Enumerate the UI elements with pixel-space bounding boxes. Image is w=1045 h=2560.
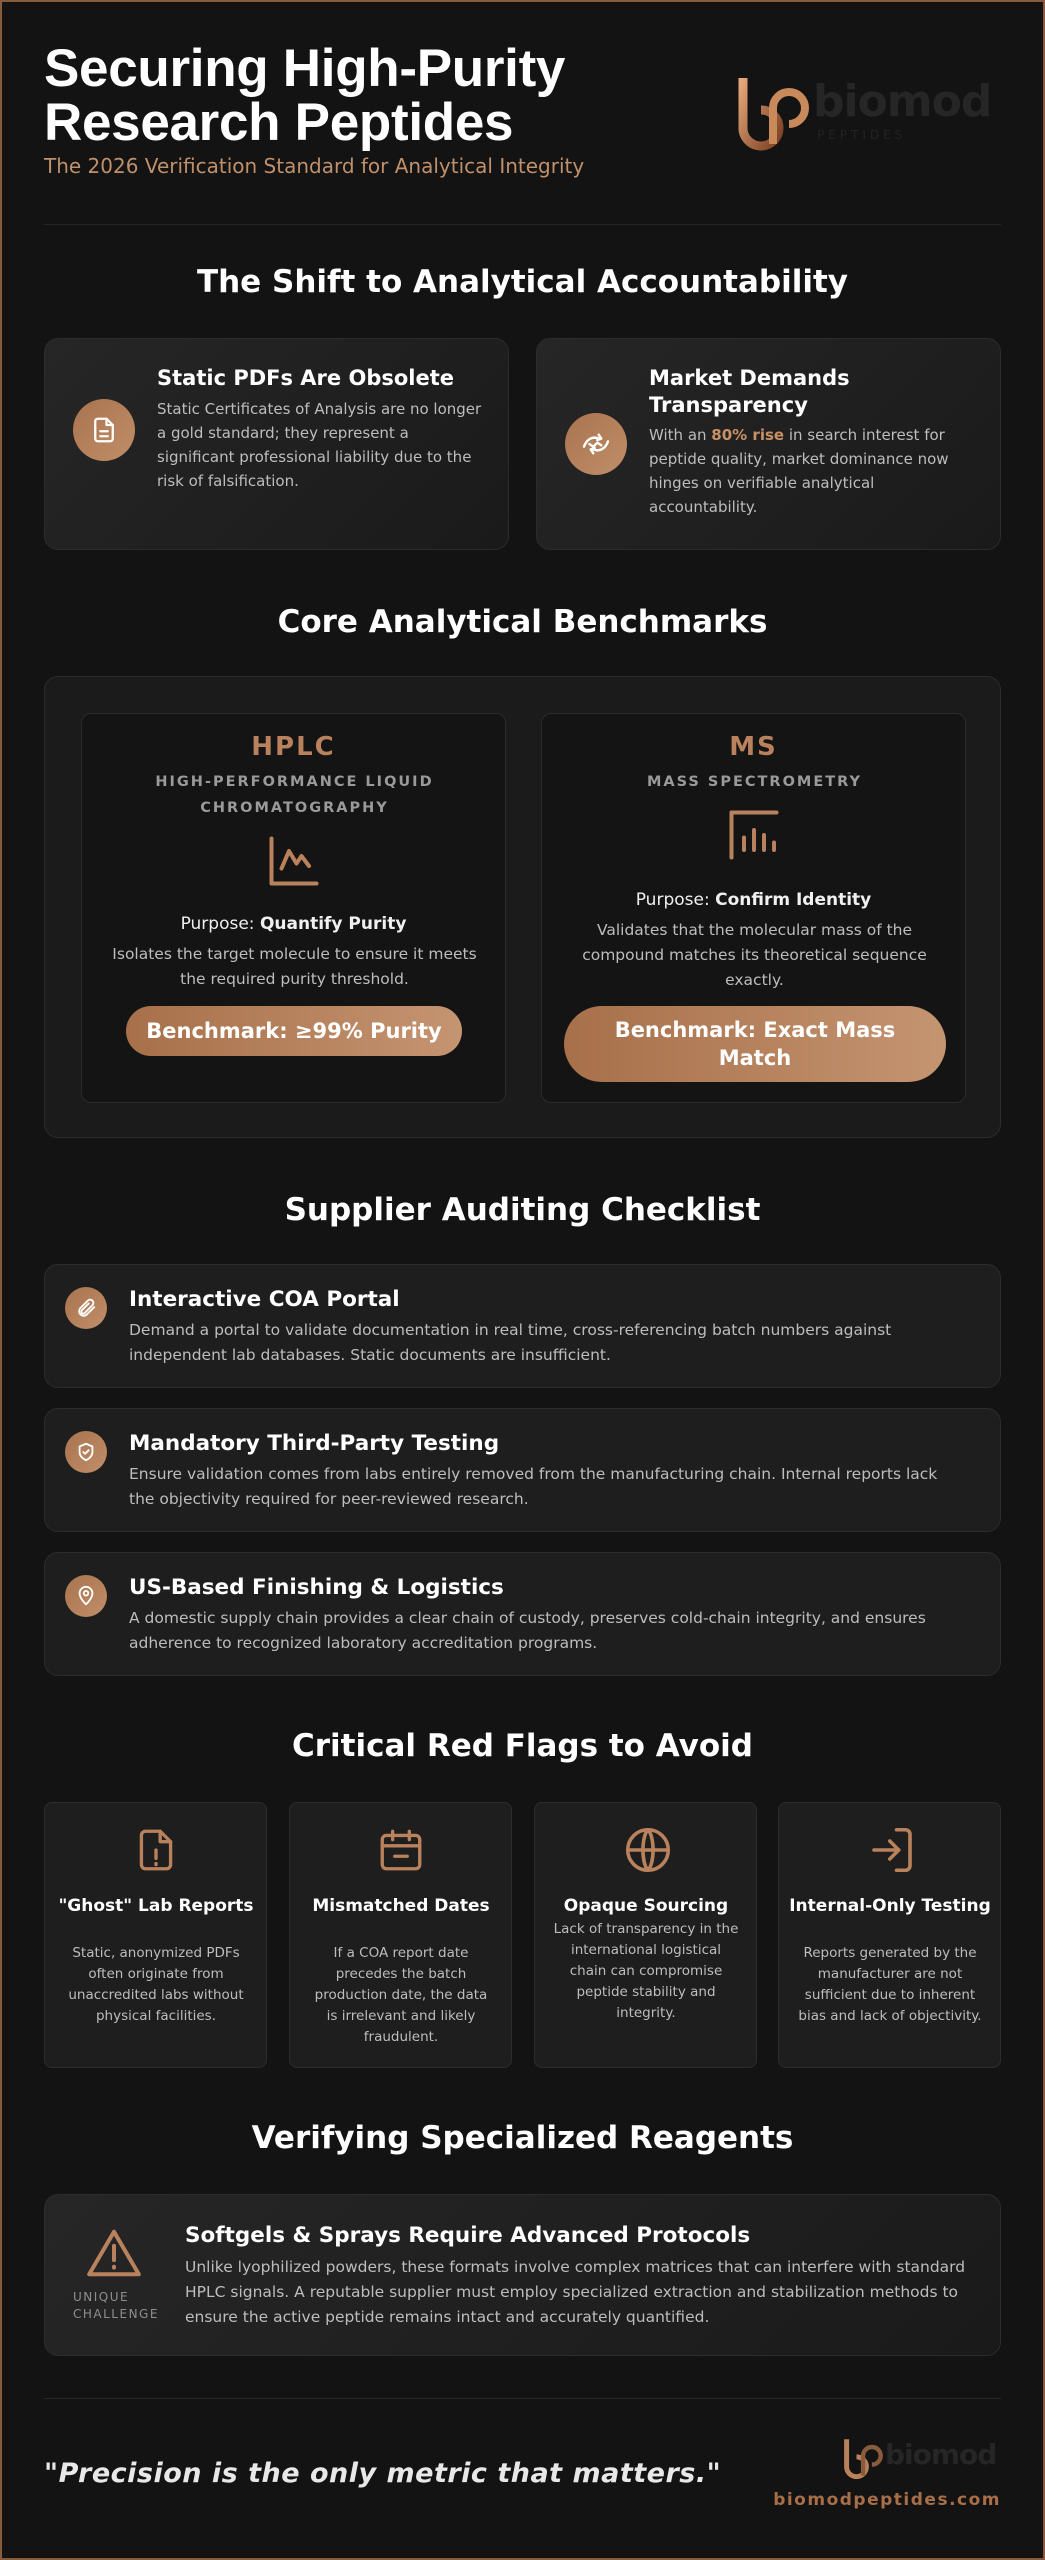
logo-wordmark: biomod [813, 76, 992, 127]
divider [44, 2398, 1001, 2399]
checklist-item [44, 1264, 1001, 1388]
footer-logo [839, 2436, 1001, 2480]
bp-logo-icon [733, 72, 809, 152]
purpose-value: Confirm Identity [715, 890, 872, 910]
checklist-text: Ensure validation comes from labs entirely removed from the manufacturing chain. Internal reports lack the objectivity required for peer-reviewed research. [129, 1465, 938, 1508]
benchmark-full-name: MASS SPECTROMETRY [646, 774, 863, 790]
redflag-card [534, 1802, 757, 2068]
redflag-heading: Opaque Sourcing [563, 1896, 729, 1916]
reagents-card [44, 2194, 1001, 2356]
shift-card-text: Static Certificates of Analysis are no longer a gold standard; they represent a significant professional liability due to the risk of falsification. [157, 400, 482, 490]
unique-challenge-label [73, 2289, 159, 2323]
label-line-2: CHALLENGE [73, 2307, 159, 2321]
benchmark-full-name: HIGH-PERFORMANCE LIQUID CHROMATOGRAPHY [155, 774, 434, 816]
checklist-section-title: Supplier Auditing Checklist [284, 1192, 761, 1228]
highlight-stat: 80% rise [711, 426, 785, 444]
redflag-text: Reports generated by the manufacturer are not sufficient due to inherent bias and lack of objectivity. [798, 1945, 982, 2024]
reagents-text: Unlike lyophilized powders, these formats involve complex matrices that can interfere with standard HPLC signals. A reputable supplier must employ specialized extraction and stabilization methods to ensure the active peptide remains intact and accurately quantified. [185, 2258, 966, 2326]
text-after: in search interest for peptide quality, market dominance now hinges on verifiable analytical accountability. [649, 426, 949, 516]
redflags-section-title: Critical Red Flags to Avoid [292, 1728, 753, 1764]
shift-card-heading: Static PDFs Are Obsolete [157, 366, 455, 390]
globe-icon [621, 1823, 675, 1877]
benchmark-card-hplc [81, 713, 506, 1103]
sign-in-icon [865, 1823, 919, 1877]
checklist-item [44, 1408, 1001, 1532]
title-line-2: Research Peptides [44, 93, 514, 152]
shift-card-heading: Market Demands Transparency [649, 366, 850, 417]
paperclip-icon [65, 1287, 107, 1329]
purpose-value: Quantify Purity [259, 914, 407, 934]
purpose-label: Purpose: [180, 914, 260, 934]
benchmark-purpose [542, 890, 965, 910]
page-subtitle: The 2026 Verification Standard for Analytical Integrity [44, 154, 585, 178]
shift-card-text [649, 423, 974, 519]
checklist-text: A domestic supply chain provides a clear chain of custody, preserves cold-chain integrity, and ensures adherence to recognized laboratory accreditation programs. [129, 1609, 926, 1652]
redflag-card [44, 1802, 267, 2068]
redflag-heading: Mismatched Dates [312, 1896, 490, 1916]
benchmark-abbr: HPLC [251, 732, 336, 762]
benchmarks-section-title: Core Analytical Benchmarks [277, 604, 768, 640]
logo-subtext: PEPTIDES [817, 128, 907, 142]
benchmark-purpose [82, 914, 505, 934]
divider [44, 224, 1001, 225]
document-icon [73, 399, 135, 461]
checklist-text: Demand a portal to validate documentation in real time, cross-referencing batch numbers against independent lab databases. Static documents are insufficient. [129, 1321, 892, 1364]
checklist-heading: US-Based Finishing & Logistics [129, 1575, 504, 1600]
benchmark-pill: Benchmark: Exact Mass Match [564, 1006, 946, 1082]
checklist-heading: Interactive COA Portal [129, 1287, 400, 1312]
shift-card-market [536, 338, 1001, 550]
line-chart-icon [264, 831, 324, 891]
checklist-heading: Mandatory Third-Party Testing [129, 1431, 500, 1456]
footer-quote: "Precision is the only metric that matters." [44, 2458, 722, 2489]
shield-check-icon [65, 1431, 107, 1473]
benchmark-desc: Isolates the target molecule to ensure it meets the required purity threshold. [112, 945, 477, 988]
benchmark-card-ms [541, 713, 966, 1103]
title-line-1: Securing High-Purity [44, 39, 566, 98]
redflag-heading: Internal-Only Testing [789, 1896, 991, 1916]
benchmarks-panel [44, 676, 1001, 1138]
map-pin-icon [65, 1575, 107, 1617]
redflag-text: If a COA report date precedes the batch production date, the data is irrelevant and likely fraudulent. [314, 1945, 488, 2045]
warning-icon [85, 2227, 143, 2279]
label-line-1: UNIQUE [73, 2290, 130, 2304]
shift-section-title: The Shift to Analytical Accountability [196, 264, 849, 300]
page-title [44, 39, 704, 152]
footer-logo-wordmark: biomod [885, 2438, 997, 2471]
brand-logo [733, 72, 1005, 152]
redflag-heading: "Ghost" Lab Reports [58, 1896, 254, 1916]
redflag-text: Static, anonymized PDFs often originate from unaccredited labs without physical facilities. [68, 1945, 244, 2024]
checklist-item [44, 1552, 1001, 1676]
benchmark-desc: Validates that the molecular mass of the compound matches its theoretical sequence exactly. [582, 921, 927, 989]
benchmark-abbr: MS [729, 732, 778, 762]
file-alert-icon [131, 1823, 181, 1877]
shift-card-static-pdfs [44, 338, 509, 550]
bp-logo-icon [839, 2436, 885, 2480]
calendar-icon [376, 1823, 426, 1877]
text-before: With an [649, 426, 712, 444]
footer-url-link[interactable]: biomodpeptides.com [773, 2490, 1001, 2510]
reagents-heading: Softgels & Sprays Require Advanced Protocols [185, 2223, 751, 2248]
redflag-text: Lack of transparency in the international logistical chain can compromise peptide stability and integrity. [553, 1921, 739, 2021]
purpose-label: Purpose: [635, 890, 716, 910]
redflag-card [289, 1802, 512, 2068]
bar-chart-icon [724, 804, 784, 866]
redflag-card [778, 1802, 1001, 2068]
trend-icon [565, 413, 627, 475]
benchmark-pill: Benchmark: ≥99% Purity [126, 1006, 462, 1056]
reagents-section-title: Verifying Specialized Reagents [251, 2120, 794, 2156]
